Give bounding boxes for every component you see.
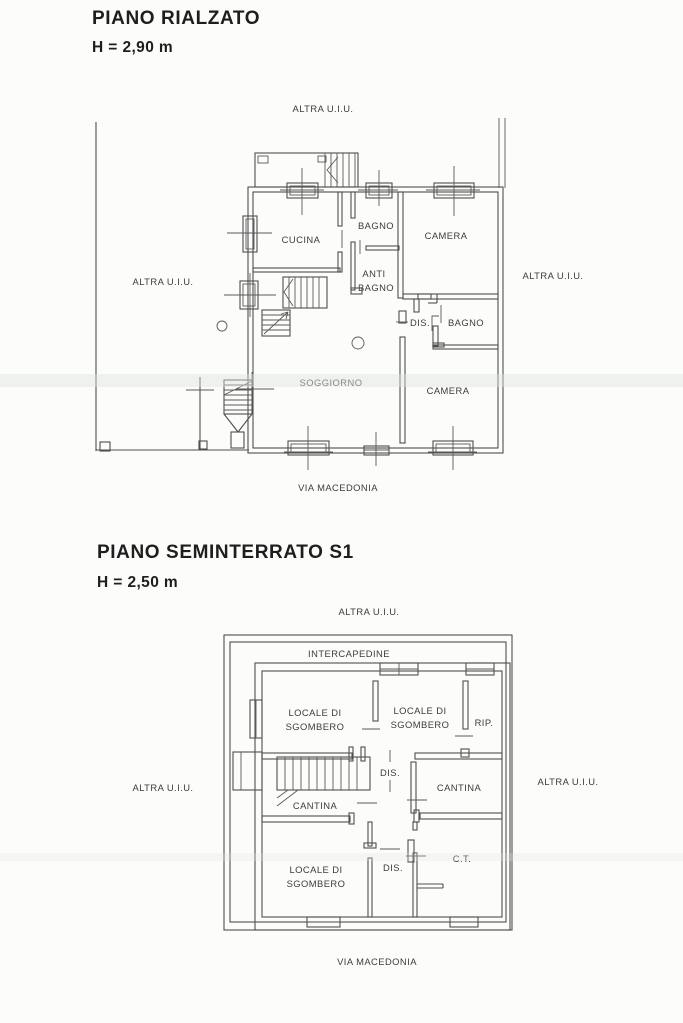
plan1-room-label-dis: DIS. (409, 317, 431, 328)
plan1-label-street: VIA MACEDONIA (298, 482, 378, 493)
plan1-circle-mark-left (217, 321, 227, 331)
floor1-title: PIANO RIALZATO (92, 8, 261, 29)
floor2-title: PIANO SEMINTERRATO S1 (97, 542, 354, 563)
plan2-windows-top (380, 663, 494, 675)
floor1-height: H = 2,90 m (92, 39, 174, 56)
plan1-room-label-camera-bottom: CAMERA (426, 385, 470, 396)
plan2-label-street: VIA MACEDONIA (337, 956, 417, 967)
plan1-windows-left (224, 216, 276, 317)
floor2-height: H = 2,50 m (97, 574, 179, 591)
plan1-room-label-cucina: CUCINA (281, 234, 321, 245)
plan1-linework (96, 118, 505, 470)
plan2-room-label-locale1-1: LOCALE DI (288, 707, 342, 718)
plan1-room-label-camera-top: CAMERA (424, 230, 468, 241)
plan1-circle-mark-center (352, 337, 364, 349)
plan1-label-altra-left: ALTRA U.I.U. (132, 276, 194, 287)
plan2-room-label-cantina-left: CANTINA (292, 800, 338, 811)
scan-streak-2 (0, 853, 683, 861)
plan2-room-label-dis-mid: DIS. (379, 767, 401, 778)
plan2-room-label-locale3-2: SGOMBERO (286, 878, 346, 889)
plan1-room-label-bagno-mid: BAGNO (447, 317, 485, 328)
plan2-label-altra-right: ALTRA U.I.U. (537, 776, 599, 787)
plan1-windows-top (280, 166, 480, 216)
plan2-room-label-ct: C.T. (452, 853, 472, 864)
plan1-label-altra-right: ALTRA U.I.U. (522, 270, 584, 281)
plan2-room-label-dis-bottom: DIS. (382, 862, 404, 873)
plan2-room-label-locale1-2: SGOMBERO (285, 721, 345, 732)
plan1-room-label-antibagno-2: BAGNO (357, 282, 395, 293)
plan2-room-label-locale3-1: LOCALE DI (289, 864, 343, 875)
plan1-stairs-icon (262, 277, 327, 336)
plan2-label-altra-left: ALTRA U.I.U. (132, 782, 194, 793)
plan1-room-label-soggiorno: SOGGIORNO (299, 377, 363, 388)
plan1-room-label-antibagno-1: ANTI (362, 268, 386, 279)
plan1-room-label-bagno-top: BAGNO (357, 220, 395, 231)
plan2-room-label-locale2-1: LOCALE DI (393, 705, 447, 716)
plan1-label-altra-top: ALTRA U.I.U. (292, 103, 354, 114)
plan2-label-altra-top: ALTRA U.I.U. (338, 606, 400, 617)
scan-streak-1 (0, 374, 683, 387)
plan2-stairs-icon (277, 757, 370, 806)
plan2-room-label-cantina-right: CANTINA (436, 782, 482, 793)
plan2-room-label-locale2-2: SGOMBERO (390, 719, 450, 730)
plan2-room-label-rip: RIP. (474, 717, 494, 728)
plan2-label-intercapedine: INTERCAPEDINE (308, 648, 390, 659)
